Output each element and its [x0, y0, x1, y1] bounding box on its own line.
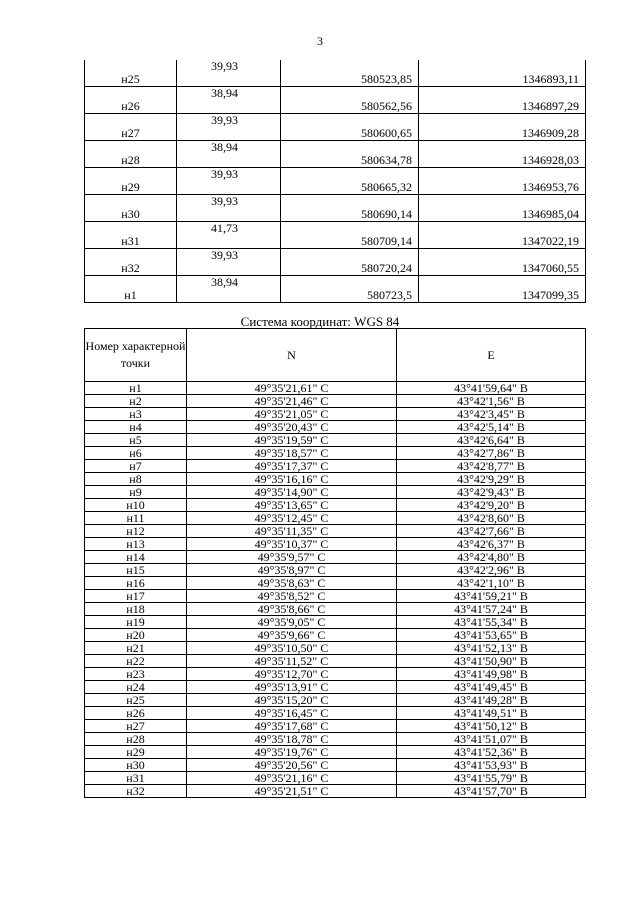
table-row: [85, 499, 586, 512]
longitude-cell: 43°41'49,45" В: [397, 681, 586, 694]
point-number-cell: н29: [85, 746, 187, 759]
point-number-cell: н24: [85, 681, 187, 694]
point-number-cell: н22: [85, 655, 187, 668]
point-number-cell: н1: [85, 382, 187, 395]
point-number-cell: н9: [85, 486, 187, 499]
distance-cell: 41,73: [177, 222, 281, 236]
page-number: 3: [317, 34, 323, 48]
point-number-cell: н20: [85, 629, 187, 642]
empty-cell: [281, 276, 419, 290]
latitude-cell: 49°35'8,66" С: [187, 603, 397, 616]
distance-cell: 39,93: [177, 168, 281, 182]
table-row: [85, 538, 586, 551]
table-header-row: [85, 329, 586, 382]
empty-cell: [177, 100, 281, 114]
point-number-cell: н29: [85, 181, 177, 195]
empty-cell: [419, 168, 586, 182]
distance-row: [85, 222, 586, 236]
table-row: [85, 408, 586, 421]
table-row: [85, 668, 586, 681]
table-row: [85, 382, 586, 395]
x-coordinate-cell: 580720,24: [281, 262, 419, 276]
latitude-cell: 49°35'12,70" С: [187, 668, 397, 681]
table-row: [85, 564, 586, 577]
latitude-cell: 49°35'11,52" С: [187, 655, 397, 668]
latitude-cell: 49°35'14,90" С: [187, 486, 397, 499]
e-header: E: [397, 329, 586, 382]
wgs-caption: Система координат: WGS 84: [240, 314, 400, 329]
point-number-cell: н32: [85, 785, 187, 798]
table-row: [85, 235, 586, 249]
table-row: [85, 434, 586, 447]
empty-cell: [177, 154, 281, 168]
latitude-cell: 49°35'21,16" С: [187, 772, 397, 785]
empty-cell: [281, 141, 419, 155]
point-number-cell: н6: [85, 447, 187, 460]
x-coordinate-cell: 580562,56: [281, 100, 419, 114]
point-number-cell: н17: [85, 590, 187, 603]
longitude-cell: 43°41'55,79" В: [397, 772, 586, 785]
empty-cell: [177, 208, 281, 222]
point-number-cell: н26: [85, 707, 187, 720]
latitude-cell: 49°35'9,05" С: [187, 616, 397, 629]
empty-cell: [85, 114, 177, 128]
point-number-cell: н8: [85, 473, 187, 486]
longitude-cell: 43°42'9,20" В: [397, 499, 586, 512]
distance-row: [85, 114, 586, 128]
latitude-cell: 49°35'8,97" С: [187, 564, 397, 577]
latitude-cell: 49°35'19,76" С: [187, 746, 397, 759]
longitude-cell: 43°42'5,14" В: [397, 421, 586, 434]
point-number-cell: н25: [85, 73, 177, 87]
empty-cell: [85, 276, 177, 290]
empty-cell: [85, 87, 177, 101]
table-row: [85, 181, 586, 195]
point-number-cell: н2: [85, 395, 187, 408]
empty-cell: [419, 141, 586, 155]
longitude-cell: 43°41'57,24" В: [397, 603, 586, 616]
longitude-cell: 43°41'49,51" В: [397, 707, 586, 720]
longitude-cell: 43°42'8,60" В: [397, 512, 586, 525]
table-row: [85, 759, 586, 772]
latitude-cell: 49°35'18,78" С: [187, 733, 397, 746]
longitude-cell: 43°42'7,66" В: [397, 525, 586, 538]
x-coordinate-cell: 580690,14: [281, 208, 419, 222]
table-row: [85, 720, 586, 733]
point-number-cell: н28: [85, 733, 187, 746]
longitude-cell: 43°41'49,28" В: [397, 694, 586, 707]
latitude-cell: 49°35'11,35" С: [187, 525, 397, 538]
point-number-cell: н28: [85, 154, 177, 168]
distance-cell: 39,93: [177, 60, 281, 73]
table-row: [85, 512, 586, 525]
distance-cell: 39,93: [177, 249, 281, 263]
table-row: [85, 603, 586, 616]
latitude-cell: 49°35'19,59" С: [187, 434, 397, 447]
latitude-cell: 49°35'20,56" С: [187, 759, 397, 772]
empty-cell: [177, 289, 281, 303]
longitude-cell: 43°42'1,10" В: [397, 577, 586, 590]
latitude-cell: 49°35'13,91" С: [187, 681, 397, 694]
point-number-header: Номер характерной точки: [85, 329, 187, 382]
table-row: [85, 395, 586, 408]
y-coordinate-cell: 1347060,55: [419, 262, 586, 276]
empty-cell: [177, 127, 281, 141]
y-coordinate-cell: 1347099,35: [419, 289, 586, 303]
x-coordinate-cell: 580634,78: [281, 154, 419, 168]
longitude-cell: 43°42'9,29" В: [397, 473, 586, 486]
point-number-cell: н30: [85, 759, 187, 772]
point-number-cell: н3: [85, 408, 187, 421]
point-number-cell: н1: [85, 289, 177, 303]
y-coordinate-cell: 1346985,04: [419, 208, 586, 222]
point-number-cell: н27: [85, 720, 187, 733]
empty-cell: [85, 249, 177, 263]
point-number-cell: н14: [85, 551, 187, 564]
latitude-cell: 49°35'21,61" С: [187, 382, 397, 395]
table-row: [85, 486, 586, 499]
longitude-cell: 43°41'59,21" В: [397, 590, 586, 603]
empty-cell: [281, 249, 419, 263]
latitude-cell: 49°35'20,43" С: [187, 421, 397, 434]
longitude-cell: 43°42'2,96" В: [397, 564, 586, 577]
longitude-cell: 43°42'1,56" В: [397, 395, 586, 408]
point-number-cell: н19: [85, 616, 187, 629]
longitude-cell: 43°42'7,86" В: [397, 447, 586, 460]
point-number-cell: н31: [85, 235, 177, 249]
table-row: [85, 707, 586, 720]
x-coordinate-cell: 580723,5: [281, 289, 419, 303]
table-row: [85, 551, 586, 564]
latitude-cell: 49°35'8,63" С: [187, 577, 397, 590]
table-row: [85, 785, 586, 798]
y-coordinate-cell: 1346928,03: [419, 154, 586, 168]
point-number-cell: н27: [85, 127, 177, 141]
table-row: [85, 616, 586, 629]
empty-cell: [177, 235, 281, 249]
point-number-cell: н13: [85, 538, 187, 551]
latitude-cell: 49°35'17,37" С: [187, 460, 397, 473]
distance-row: [85, 87, 586, 101]
longitude-cell: 43°41'59,64" В: [397, 382, 586, 395]
table-row: [85, 154, 586, 168]
empty-cell: [281, 195, 419, 209]
latitude-cell: 49°35'9,66" С: [187, 629, 397, 642]
table-row: [85, 694, 586, 707]
table-row: [85, 772, 586, 785]
distance-cell: 38,94: [177, 87, 281, 101]
latitude-cell: 49°35'15,20" С: [187, 694, 397, 707]
latitude-cell: 49°35'10,50" С: [187, 642, 397, 655]
table-row: [85, 525, 586, 538]
table-row: [85, 681, 586, 694]
latitude-cell: 49°35'21,05" С: [187, 408, 397, 421]
distance-row: [85, 141, 586, 155]
empty-cell: [419, 114, 586, 128]
longitude-cell: 43°41'52,13" В: [397, 642, 586, 655]
empty-cell: [177, 181, 281, 195]
longitude-cell: 43°42'8,77" В: [397, 460, 586, 473]
point-number-cell: н15: [85, 564, 187, 577]
y-coordinate-cell: 1346893,11: [419, 73, 586, 87]
latitude-cell: 49°35'18,57" С: [187, 447, 397, 460]
table-row: [85, 590, 586, 603]
table-row: [85, 577, 586, 590]
empty-cell: [281, 87, 419, 101]
y-coordinate-cell: 1346909,28: [419, 127, 586, 141]
table-row: [85, 655, 586, 668]
longitude-cell: 43°41'53,93" В: [397, 759, 586, 772]
latitude-cell: 49°35'16,45" С: [187, 707, 397, 720]
longitude-cell: 43°42'3,45" В: [397, 408, 586, 421]
table-row: [85, 642, 586, 655]
point-number-cell: н23: [85, 668, 187, 681]
point-number-cell: н16: [85, 577, 187, 590]
distance-cell: 38,94: [177, 141, 281, 155]
longitude-cell: 43°41'51,07" В: [397, 733, 586, 746]
empty-cell: [419, 195, 586, 209]
point-number-cell: н5: [85, 434, 187, 447]
table-row: [85, 289, 586, 303]
x-coordinate-cell: 580523,85: [281, 73, 419, 87]
distance-row: [85, 168, 586, 182]
latitude-cell: 49°35'21,51" С: [187, 785, 397, 798]
point-number-cell: н26: [85, 100, 177, 114]
table-row: [85, 447, 586, 460]
latitude-cell: 49°35'8,52" С: [187, 590, 397, 603]
x-coordinate-cell: 580709,14: [281, 235, 419, 249]
point-number-cell: н18: [85, 603, 187, 616]
wgs84-coordinates-table: [84, 328, 586, 798]
table-row: [85, 100, 586, 114]
latitude-cell: 49°35'10,37" С: [187, 538, 397, 551]
latitude-cell: 49°35'9,57" С: [187, 551, 397, 564]
empty-cell: [419, 87, 586, 101]
empty-cell: [177, 262, 281, 276]
longitude-cell: 43°41'49,98" В: [397, 668, 586, 681]
empty-cell: [281, 114, 419, 128]
table-row: [85, 629, 586, 642]
empty-cell: [281, 168, 419, 182]
x-coordinate-cell: 580600,65: [281, 127, 419, 141]
point-number-cell: н10: [85, 499, 187, 512]
n-header: N: [187, 329, 397, 382]
empty-cell: [419, 276, 586, 290]
distance-cell: 39,93: [177, 114, 281, 128]
longitude-cell: 43°41'52,36" В: [397, 746, 586, 759]
latitude-cell: 49°35'21,46" С: [187, 395, 397, 408]
x-coordinate-cell: 580665,32: [281, 181, 419, 195]
distance-row: [85, 60, 586, 73]
point-number-cell: н4: [85, 421, 187, 434]
table-row: [85, 473, 586, 486]
longitude-cell: 43°42'4,80" В: [397, 551, 586, 564]
point-number-cell: н31: [85, 772, 187, 785]
point-number-cell: н11: [85, 512, 187, 525]
empty-cell: [281, 222, 419, 236]
empty-cell: [85, 168, 177, 182]
table-row: [85, 127, 586, 141]
empty-cell: [85, 141, 177, 155]
y-coordinate-cell: 1347022,19: [419, 235, 586, 249]
longitude-cell: 43°41'53,65" В: [397, 629, 586, 642]
distance-row: [85, 195, 586, 209]
table-row: [85, 73, 586, 87]
point-number-cell: н7: [85, 460, 187, 473]
table-row: [85, 460, 586, 473]
point-number-cell: н25: [85, 694, 187, 707]
longitude-cell: 43°42'9,43" В: [397, 486, 586, 499]
distance-row: [85, 249, 586, 263]
empty-cell: [419, 249, 586, 263]
latitude-cell: 49°35'16,16" С: [187, 473, 397, 486]
empty-cell: [419, 222, 586, 236]
longitude-cell: 43°41'50,12" В: [397, 720, 586, 733]
point-number-cell: н12: [85, 525, 187, 538]
y-coordinate-cell: 1346897,29: [419, 100, 586, 114]
longitude-cell: 43°42'6,64" В: [397, 434, 586, 447]
distance-row: [85, 276, 586, 290]
table-row: [85, 746, 586, 759]
table-row: [85, 208, 586, 222]
latitude-cell: 49°35'17,68" С: [187, 720, 397, 733]
point-number-cell: н21: [85, 642, 187, 655]
point-number-cell: н32: [85, 262, 177, 276]
longitude-cell: 43°41'50,90" В: [397, 655, 586, 668]
empty-cell: [85, 195, 177, 209]
empty-cell: [177, 73, 281, 87]
longitude-cell: 43°42'6,37" В: [397, 538, 586, 551]
point-number-cell: н30: [85, 208, 177, 222]
latitude-cell: 49°35'13,65" С: [187, 499, 397, 512]
latitude-cell: 49°35'12,45" С: [187, 512, 397, 525]
distance-cell: 38,94: [177, 276, 281, 290]
boundary-coordinates-table: [84, 60, 586, 303]
empty-cell: [85, 222, 177, 236]
table-row: [85, 262, 586, 276]
longitude-cell: 43°41'57,70" В: [397, 785, 586, 798]
distance-cell: 39,93: [177, 195, 281, 209]
y-coordinate-cell: 1346953,76: [419, 181, 586, 195]
table-row: [85, 421, 586, 434]
table-row: [85, 733, 586, 746]
longitude-cell: 43°41'55,34" В: [397, 616, 586, 629]
